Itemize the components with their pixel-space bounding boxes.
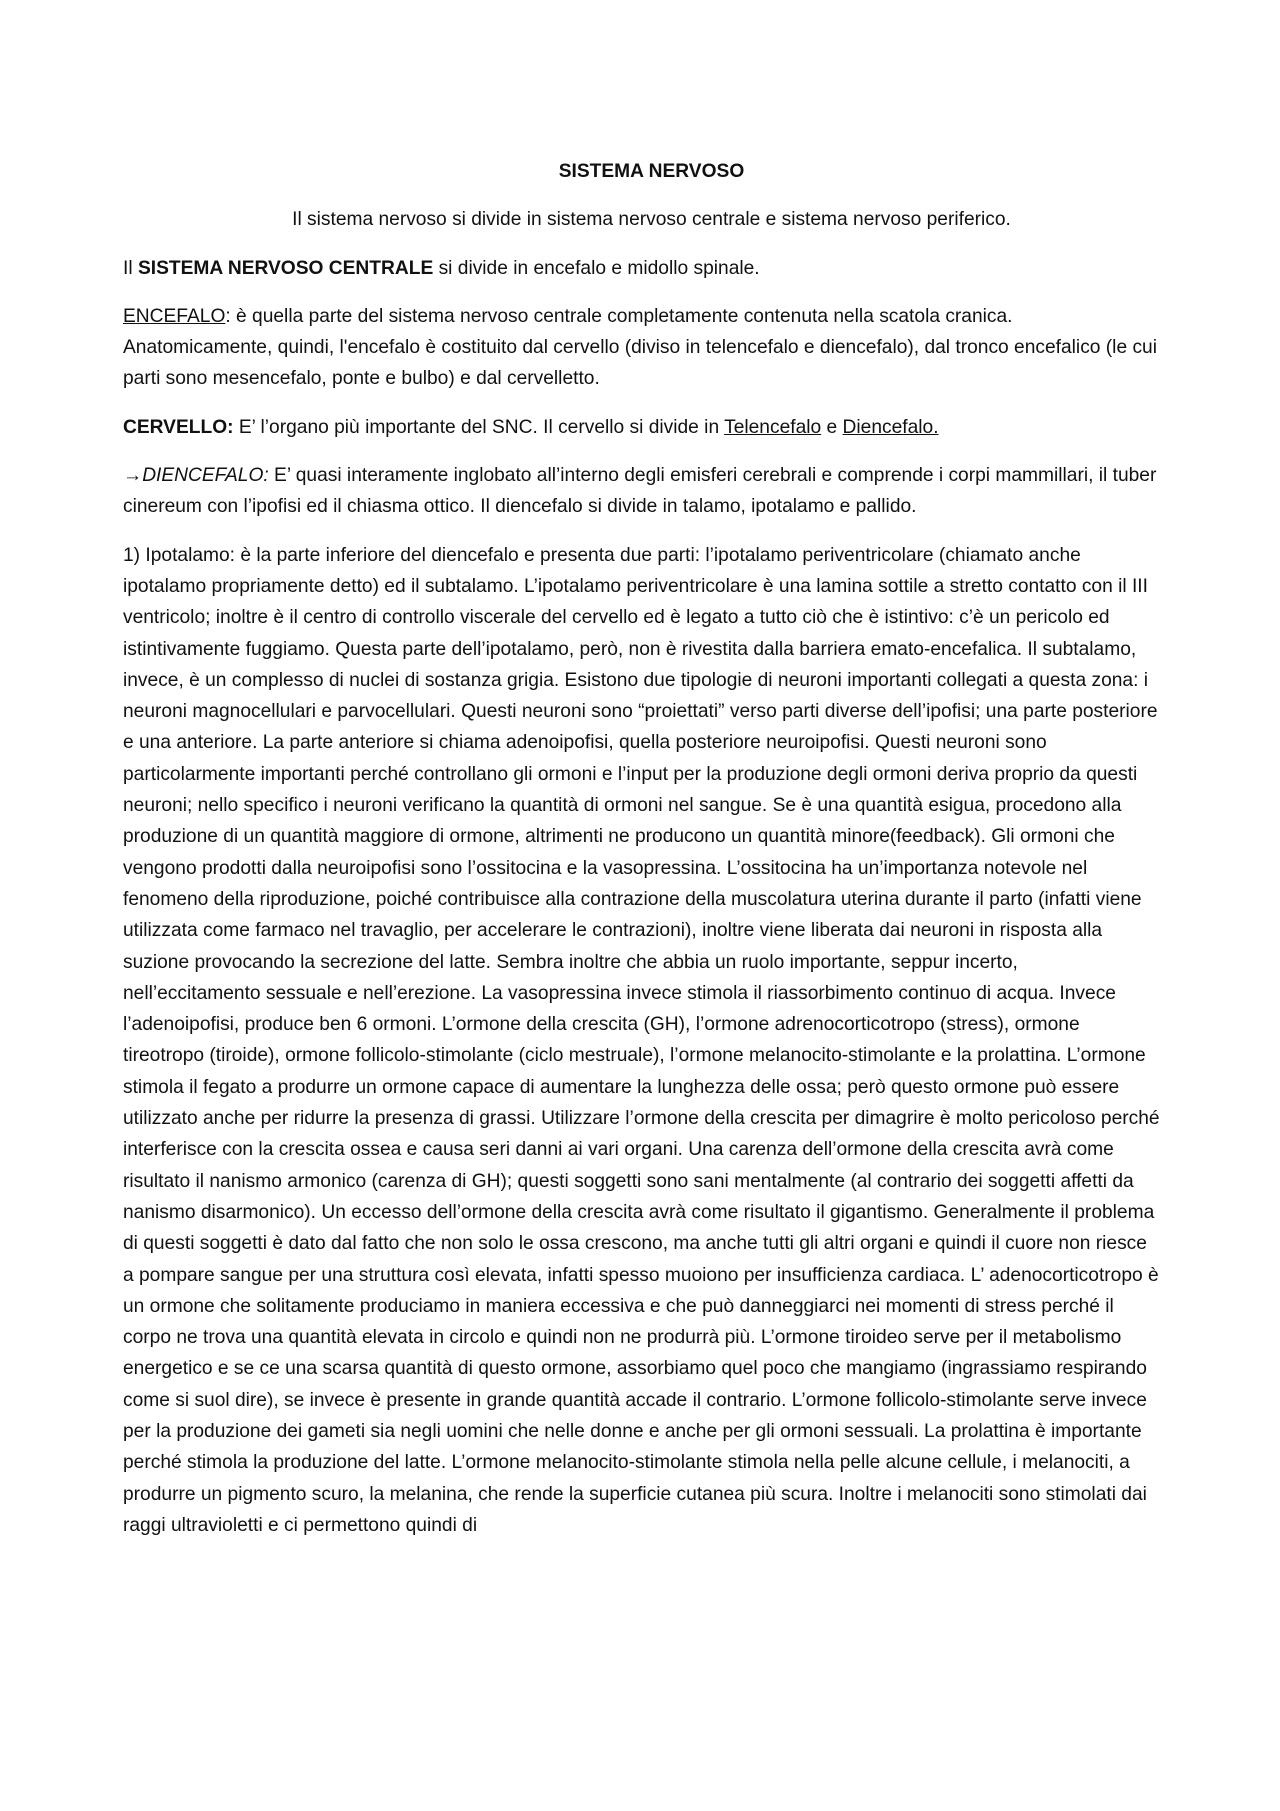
diencefalo-text: E’ quasi interamente inglobato all’interno degli emisferi cerebrali e comprende i corpi mammillari, il tuber cinereum con l’ipofisi ed il chiasma ottico. Il diencefalo si divide in talamo, ipotalamo e pallido.: [123, 465, 1157, 518]
cervello-term: CERVELLO:: [123, 416, 234, 438]
intro-paragraph: Il sistema nervoso si divide in sistema nervoso centrale e sistema nervoso periferico.: [292, 209, 1011, 231]
encefalo-term: ENCEFALO: [123, 305, 226, 327]
cervello-text: E’ l’organo più importante del SNC. Il cervello si divide in: [233, 416, 725, 438]
page-title: SISTEMA NERVOSO: [558, 161, 745, 182]
snc-heading: SISTEMA NERVOSO CENTRALE: [137, 257, 434, 279]
cervello-mid: e: [821, 416, 843, 438]
diencefalo-term: DIENCEFALO:: [142, 465, 269, 487]
telencefalo-underlined: Telencefalo: [724, 416, 822, 438]
encefalo-text: : è quella parte del sistema nervoso centrale completamente contenuta nella scatola cranica. Anatomicamente, quindi, l'encefalo è costituito dal cervello (diviso in telencefalo e diencefalo), dal tronco encefalico (le cui parti sono mesencefalo, ponte e bulbo) e dal cervelletto.: [123, 305, 1157, 390]
ipotalamo-paragraph: 1) Ipotalamo: è la parte inferiore del diencefalo e presenta due parti: l’ipotalamo periventricolare (chiamato anche ipotalamo propriamente detto) ed il subtalamo. L’ipotalamo periventricolare è una lamina sottile a stretto contatto con il III ventricolo; inoltre è il centro di controllo viscerale del cervello ed è legato a tutto ciò che è istintivo: c’è un pericolo ed istintivamente fuggiamo. Questa parte dell’ipotalamo, però, non è rivestita dalla barriera emato-encefalica. Il subtalamo, invece, è un complesso di nuclei di sostanza grigia. Esistono due tipologie di neuroni importanti collegati a questa zona: i neuroni magnocellulari e parvocellulari. Questi neuroni sono “proiettati” verso parti diverse dell’ipofisi; una parte posteriore e una anteriore. La parte anteriore si chiama adenoipofisi, quella posteriore neuroipofisi. Questi neuroni sono particolarmente importanti perché controllano gli ormoni e l’input per la produzione degli ormoni deriva proprio da questi neuroni; nello specifico i neuroni verificano la quantità di ormoni nel sangue. Se è una quantità esigua, procedono alla produzione di un quantità maggiore di ormone, altrimenti ne producono un quantità minore(feedback). Gli ormoni che vengono prodotti dalla neuroipofisi sono l’ossitocina e la vasopressina. L’ossitocina ha un’importanza notevole nel fenomeno della riproduzione, poiché contribuisce alla contrazione della muscolatura uterina durante il parto (infatti viene utilizzata come farmaco nel travaglio, per accelerare le contrazioni), inoltre viene liberata dai neuroni in risposta alla suzione provocando la secrezione del latte. Sembra inoltre che abbia un ruolo importante, seppur incerto, nell’eccitamento sessuale e nell’erezione. La vasopressina invece stimola il riassorbimento continuo di acqua. Invece l’adenoipofisi, produce ben 6 ormoni. L’ormone della crescita (GH), l’ormone adrenocorticotropo (stress), ormone tireotropo (tiroide), ormone follicolo-stimolante (ciclo mestruale), l’ormone melanocito-stimolante e la prolattina. L’ormone stimola il fegato a produrre un ormone capace di aumentare la lunghezza delle ossa; però questo ormone può essere utilizzato anche per ridurre la presenza di grassi. Utilizzare l’ormone della crescita per dimagrire è molto pericoloso perché interferisce con la crescita ossea e causa seri danni ai vari organi. Una carenza dell’ormone della crescita avrà come risultato il nanismo armonico (carenza di GH); questi soggetti sono sani mentalmente (al contrario dei soggetti affetti da nanismo disarmonico). Un eccesso dell’ormone della crescita avrà come risultato il gigantismo. Generalmente il problema di questi soggetti è dato dal fatto che non solo le ossa crescono, ma anche tutti gli altri organi e quindi il cuore non riesce a pompare sangue per una struttura così elevata, infatti spesso muoiono per insufficienza cardiaca. L’ adenocorticotropo è un ormone che solitamente produciamo in maniera eccessiva e che può danneggiarci nei momenti di stress perché il corpo ne trova una quantità elevata in circolo e quindi non ne produrrà più. L’ormone tiroideo serve per il metabolismo energetico e se ce una scarsa quantità di questo ormone, assorbiamo quel poco che mangiamo (ingrassiamo respirando come si suol dire), se invece è presente in grande quantità accade il contrario. L’ormone follicolo-stimolante serve invece per la produzione dei gameti sia negli uomini che nelle donne e anche per gli ormoni sessuali. La prolattina è importante perché stimola la produzione del latte. L’ormone melanocito-stimolante stimola nella pelle alcune cellule, i melanociti, a produrre un pigmento scuro, la melanina, che rende la superficie cutanea più scura. Inoltre i melanociti sono stimolati dai raggi ultravioletti e ci permettono quindi di: [123, 544, 1160, 1536]
snc-paragraph: [123, 253, 1160, 284]
diencefalo-underlined: Diencefalo.: [842, 416, 939, 438]
diencefalo-paragraph: [123, 460, 1160, 523]
encefalo-paragraph: [123, 301, 1160, 395]
arrow-icon: →: [123, 465, 143, 487]
cervello-paragraph: [123, 412, 1160, 443]
snc-pre: Il: [123, 257, 138, 279]
snc-text: si divide in encefalo e midollo spinale.: [433, 257, 760, 279]
